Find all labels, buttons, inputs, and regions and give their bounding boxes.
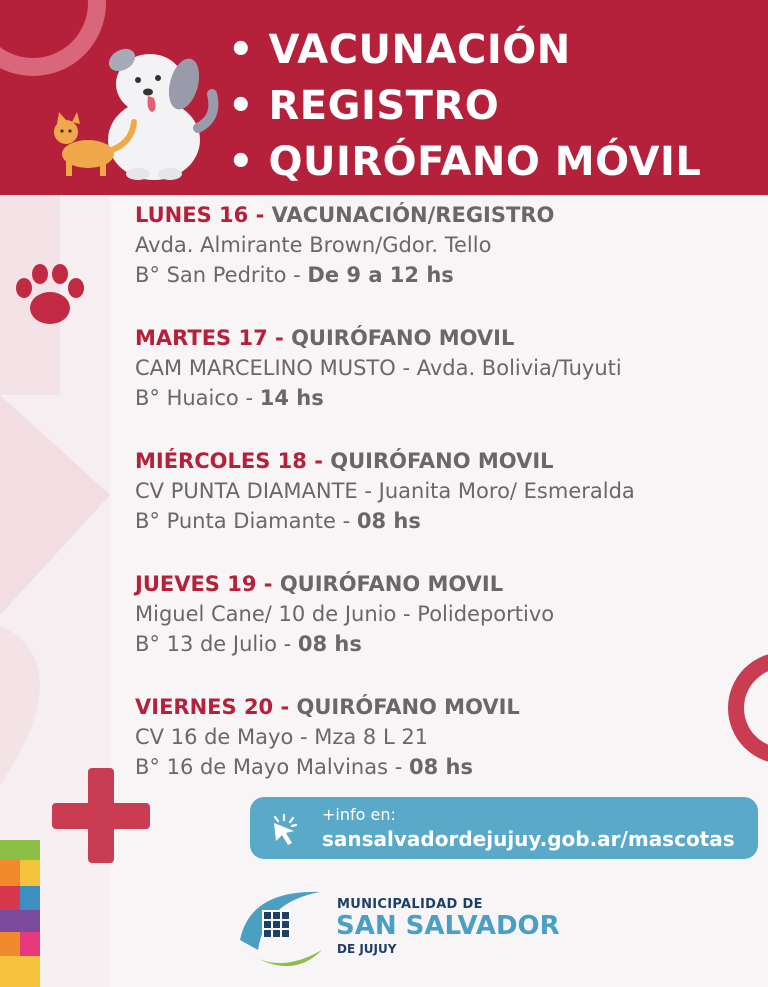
schedule-list [135,200,755,815]
schedule-entry [135,569,755,659]
schedule-entry [135,200,755,290]
info-label: +info en: [322,805,396,824]
entry-separator: - [273,695,297,719]
entry-area: B° Punta Diamante - [135,509,357,533]
logo-line-2: SAN SALVADOR [336,911,560,941]
paw-icon [14,262,86,328]
entry-address: Miguel Cane/ 10 de Junio - Polideportivo [135,602,555,626]
schedule-entry [135,323,755,413]
entry-kind: VACUNACIÓN/REGISTRO [271,203,555,227]
entry-day: MIÉRCOLES 18 [135,449,307,473]
info-url-link[interactable]: sansalvadordejujuy.gob.ar/mascotas [322,827,735,851]
schedule-entry [135,692,755,782]
entry-time: 08 hs [356,509,421,533]
schedule-entry [135,446,755,536]
entry-area-line [135,506,755,536]
entry-address: Avda. Almirante Brown/Gdor. Tello [135,233,492,257]
entry-day: LUNES 16 [135,203,249,227]
info-link-banner[interactable] [250,797,758,859]
entry-area: B° San Pedrito - [135,263,308,287]
entry-time: De 9 a 12 hs [307,263,454,287]
entry-kind: QUIRÓFANO MOVIL [291,326,515,350]
entry-title [135,692,755,722]
entry-address: CV PUNTA DIAMANTE - Juanita Moro/ Esmeralda [135,479,635,503]
entry-day: MARTES 17 [135,326,268,350]
cursor-click-icon [266,811,302,847]
entry-day: JUEVES 19 [135,572,257,596]
municipal-emblem-icon [232,880,328,970]
entry-time: 14 hs [259,386,324,410]
entry-time: 08 hs [408,755,473,779]
dog-cat-illustration [52,32,222,182]
headline-item: • REGISTRO [228,78,701,134]
entry-area-line [135,383,755,413]
entry-address: CV 16 de Mayo - Mza 8 L 21 [135,725,429,749]
entry-address: CAM MARCELINO MUSTO - Avda. Bolivia/Tuyuti [135,356,622,380]
entry-separator: - [267,326,292,350]
tile-decoration [0,840,40,987]
entry-kind: QUIRÓFANO MOVIL [330,449,554,473]
entry-area-line [135,752,755,782]
entry-area: B° 13 de Julio - [135,632,298,656]
municipality-logo [232,880,562,970]
entry-time: 08 hs [297,632,362,656]
headline-item: • QUIRÓFANO MÓVIL [228,134,701,190]
entry-separator: - [248,203,272,227]
header-banner [0,0,768,195]
entry-title [135,446,755,476]
logo-line-1: MUNICIPALIDAD DE [337,897,483,912]
entry-separator: - [306,449,331,473]
entry-day: VIERNES 20 [135,695,274,719]
entry-title [135,200,755,230]
entry-area-line [135,629,755,659]
entry-separator: - [256,572,280,596]
headline-list [228,22,701,190]
headline-item: • VACUNACIÓN [228,22,701,78]
entry-area: B° Huaico - [135,386,260,410]
logo-line-3: DE JUJUY [337,942,397,956]
entry-kind: QUIRÓFANO MOVIL [279,572,504,596]
entry-kind: QUIRÓFANO MOVIL [296,695,520,719]
entry-area-line [135,260,755,290]
entry-area: B° 16 de Mayo Malvinas - [135,755,409,779]
entry-title [135,569,755,599]
entry-title [135,323,755,353]
